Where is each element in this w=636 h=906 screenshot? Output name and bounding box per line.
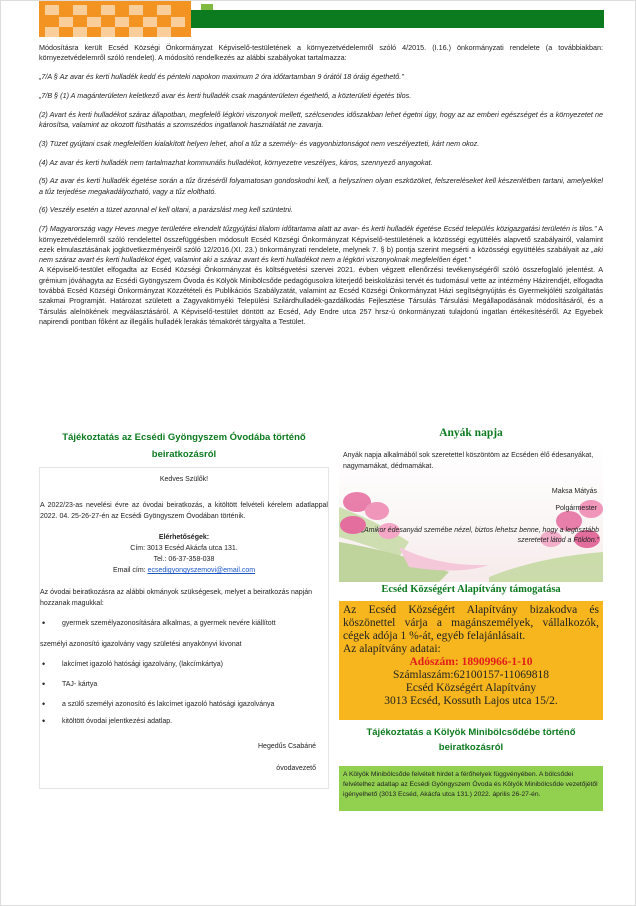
mayor-name: Maksa Mátyás (551, 488, 597, 495)
nursery-title: Tájékoztatás a Kölyök Minibölcsődébe történő beiratkozásról (366, 727, 576, 753)
nursery-box (339, 766, 603, 811)
rule-7b-4: (4) Az avar és kerti hulladék nem tartalmazhat kommunális hulladékot, környezetre veszélyes, káros, szennyező anyagokat. (39, 157, 433, 167)
contact-address: Cím: 3013 Ecséd Akácfa utca 131. (130, 545, 238, 552)
rule-7b-3: (3) Tüzet gyújtani csak megfelelően kialakított helyen lehet, ahol a tűz a személy- és vagyonbiztonságot nem veszélyezteti, kárt nem okoz. (39, 138, 480, 148)
header-green-bar (191, 10, 604, 28)
header-orange-block (39, 1, 191, 37)
decree-quote: „aki nem száraz avart és kerti hulladékot éget, valamint aki a száraz avart és kerti hulladékot nem a légköri viszonyoknak megfelelően éget.” (39, 244, 603, 265)
contact-heading: Elérhetőségek: (158, 534, 210, 541)
documents-list (40, 618, 328, 629)
kindergarten-title: Tájékoztatás az Ecsédi Gyöngyszem Óvodába történő beiratkozásról (62, 432, 306, 460)
foundation-name: Ecséd Községért Alapítvány (405, 682, 537, 694)
rule-7b-1: „7/B § (1) A magánterületen keletkező avar és kerti hulladék csak magánterületen égethető, a közterületi égetés tilos. (39, 90, 412, 100)
list-item-continuation: személyi azonosító igazolvány vagy születési anyakönyvi kivonat (40, 641, 242, 648)
list-item: • gyermek személyazonosítására alkalmas, a gyermek nevére kiállított (40, 618, 328, 629)
list-item: • TAJ- kártya (40, 679, 328, 690)
rule-7a: „7/A § Az avar és kerti hulladék kedd és pénteki napokon maximum 2 óra időtartamban 9 órától 18 óráig égethető.” (39, 72, 404, 82)
contact-phone: Tel.: 06-37-358-038 (153, 556, 215, 563)
council-decisions: A Képviselő-testület elfogadta az Ecséd Községi Önkormányzat és költségvetési szervei 2021. évben végzett ellenőrzési tevékenységéről szóló összefoglaló jelentést. A grémium jóváhagyta az Ecsédi Gyöngyszem Óvoda és Kölyök Minibölcsőde pedagógusokra kiterjedő beiskolázási tervét és tudomásul vette az intézmény Házirendjét, elfogadta továbbá Ecséd Községi Önkormányzat Közzétételi és Publikációs Szabályzatát, valamint az Ecséd Községi Önkormányzat Házi segítségnyújtás és Gyermekjóléti szolgáltatás szakmai Programját. Határozat született a Zagyvakörnyéki Települési Szilárdhulladék-gazdálkodás Fejlesztése Társulás Társulási Megállapodásának módosításáról, és a Társulás alelnökének megválasztásáról. A Képviselő-testület döntött az Ecséd, Ady Endre utca 257 hrsz-ú önkormányzati tulajdonú ingatlan értékesítéséről. Az Egyebek napirendi pontban főként az illegális hulladék lerakás témakörét tárgyalta a Testület. (39, 265, 603, 326)
mothers-day-quote: „Amikor édesanyád szemébe nézel, biztos lehetsz benne, hogy a legtisztább szeretetet látod a Földön.” (361, 527, 599, 544)
documents-list-2 (40, 659, 328, 727)
mothers-day-box (339, 447, 603, 582)
mayor-title: Polgármester (555, 505, 597, 512)
rule-7b-7 (39, 224, 603, 265)
council-report (39, 43, 603, 327)
list-item: • a szülő személyi azonosító és lakcímet igazoló hatósági igazolványa (40, 699, 328, 710)
foundation-data-heading: Az alapítvány adatai: (343, 643, 441, 655)
rule-7b-7-text: (7) Magyarország vagy Heves megye területére elrendelt tűzgyújtási tilalom időtartama alatt az avar- és kerti hulladék égetése Ecséd település közigazgatási területén is tilos.” (39, 224, 597, 234)
email-link[interactable]: ecsedigyongyszemovi@email.com (147, 567, 256, 574)
intro-paragraph: Módosításra került Ecséd Községi Önkormányzat Képviselő-testületének a környezetvédelemről szóló 4/2015. (I.16.) önkormányzati rendelete (a továbbiakban: környezetvédelemről szóló rendelet). A módosító rendelkezés az alábbi szabályokat tartalmazza: (39, 43, 603, 63)
foundation-tax-number: Adószám: 18909966-1-10 (409, 656, 533, 668)
foundation-text: Az Ecséd Községért Alapítvány bizakodva és köszönettel várja a magánszemélyek, vállalkozók, cégek adója 1 %-át, egyéb felajánlásait. (343, 604, 599, 642)
foundation-box (339, 601, 603, 720)
rule-7b-2: (2) Avart és kerti hulladékot száraz állapotban, megfelelő légköri viszonyok mellett, szélcsendes időszakban lehet égetni úgy, hogy az az emberi egészséget és a környezetet ne károsítsa, valamint az okozott füsthatás a szomszédos ingatlanok használatát ne zavarja. (39, 109, 603, 129)
mothers-day-text: Anyák napja alkalmából sok szeretettel köszöntöm az Ecséden élő édesanyákat, nagymamákat, dédmamákat. (343, 452, 594, 470)
email-label: Email cím: (112, 567, 148, 574)
contact-email-row (40, 565, 328, 576)
nursery-text: A Kölyök Minibölcsőde felvételt hirdet a férőhelyek függvényében. A bölcsődei felvételhez adatlap az Ecsédi Gyöngyszem Óvoda és Kölyök Minibölcsőde vezetőjétől igényelhető (3013 Ecséd, Akácfa utca 131.) 2022. április 26-27-én. (343, 771, 598, 799)
kindergarten-greeting: Kedves Szülők! (159, 476, 209, 483)
mothers-day-title: Anyák napja (439, 427, 503, 439)
signature-name: Hegedűs Csabáné (258, 743, 316, 750)
documents-intro: Az óvodai beiratkozásra az alábbi okmányok szükségesek, melyet a beiratkozás napján hozzanak magukkal: (40, 589, 312, 607)
foundation-title: Ecséd Községért Alapítvány támogatása (381, 584, 561, 595)
foundation-account: Számlaszám:62100157-11069818 (392, 669, 550, 681)
rule-7b-6: (6) Veszély esetén a tüzet azonnal el kell oltani, a parázslást meg kell szüntetni. (39, 205, 293, 215)
signature-role: óvodavezető (276, 765, 316, 772)
list-item: • kitöltött óvodai jelentkezési adatlap. (40, 716, 328, 727)
kindergarten-box (39, 467, 329, 789)
related-decree: A környezetvédelemről szóló rendelettel összefüggésben módosult Ecséd Községi Önkormányzat Képviselő-testületének a közösségi együttélés alapvető szabályairól, valamint ezek elmulasztásának jogkövetkezményeiről szóló 12/2016.(XI. 23.) önkormányzati rendelete, melynek 7. § b) pontja szerint megsérti a közösségi együttélés szabályait az (39, 224, 603, 254)
foundation-address: 3013 Ecséd, Kossuth Lajos utca 15/2. (384, 695, 558, 707)
kindergarten-body: A 2022/23-as nevelési évre az óvodai beiratkozás, a kitöltött felvételi kérelem adatlappal 2022. 04. 25-26-27-én az Ecsédi Gyöngyszem Óvodában történik. (40, 502, 328, 520)
list-item: • lakcímet igazoló hatósági igazolvány, (lakcímkártya) (40, 659, 328, 670)
rule-7b-5: (5) Az avar és kerti hulladék égetése során a tűz őrzéséről folyamatosan gondoskodni kell, a helyszínen olyan eszközöket, felszereléseket kell készenlétben tartani, amelyekkel a tűz terjedése megakadályozható, vagy a tűz eloltható. (39, 176, 603, 196)
